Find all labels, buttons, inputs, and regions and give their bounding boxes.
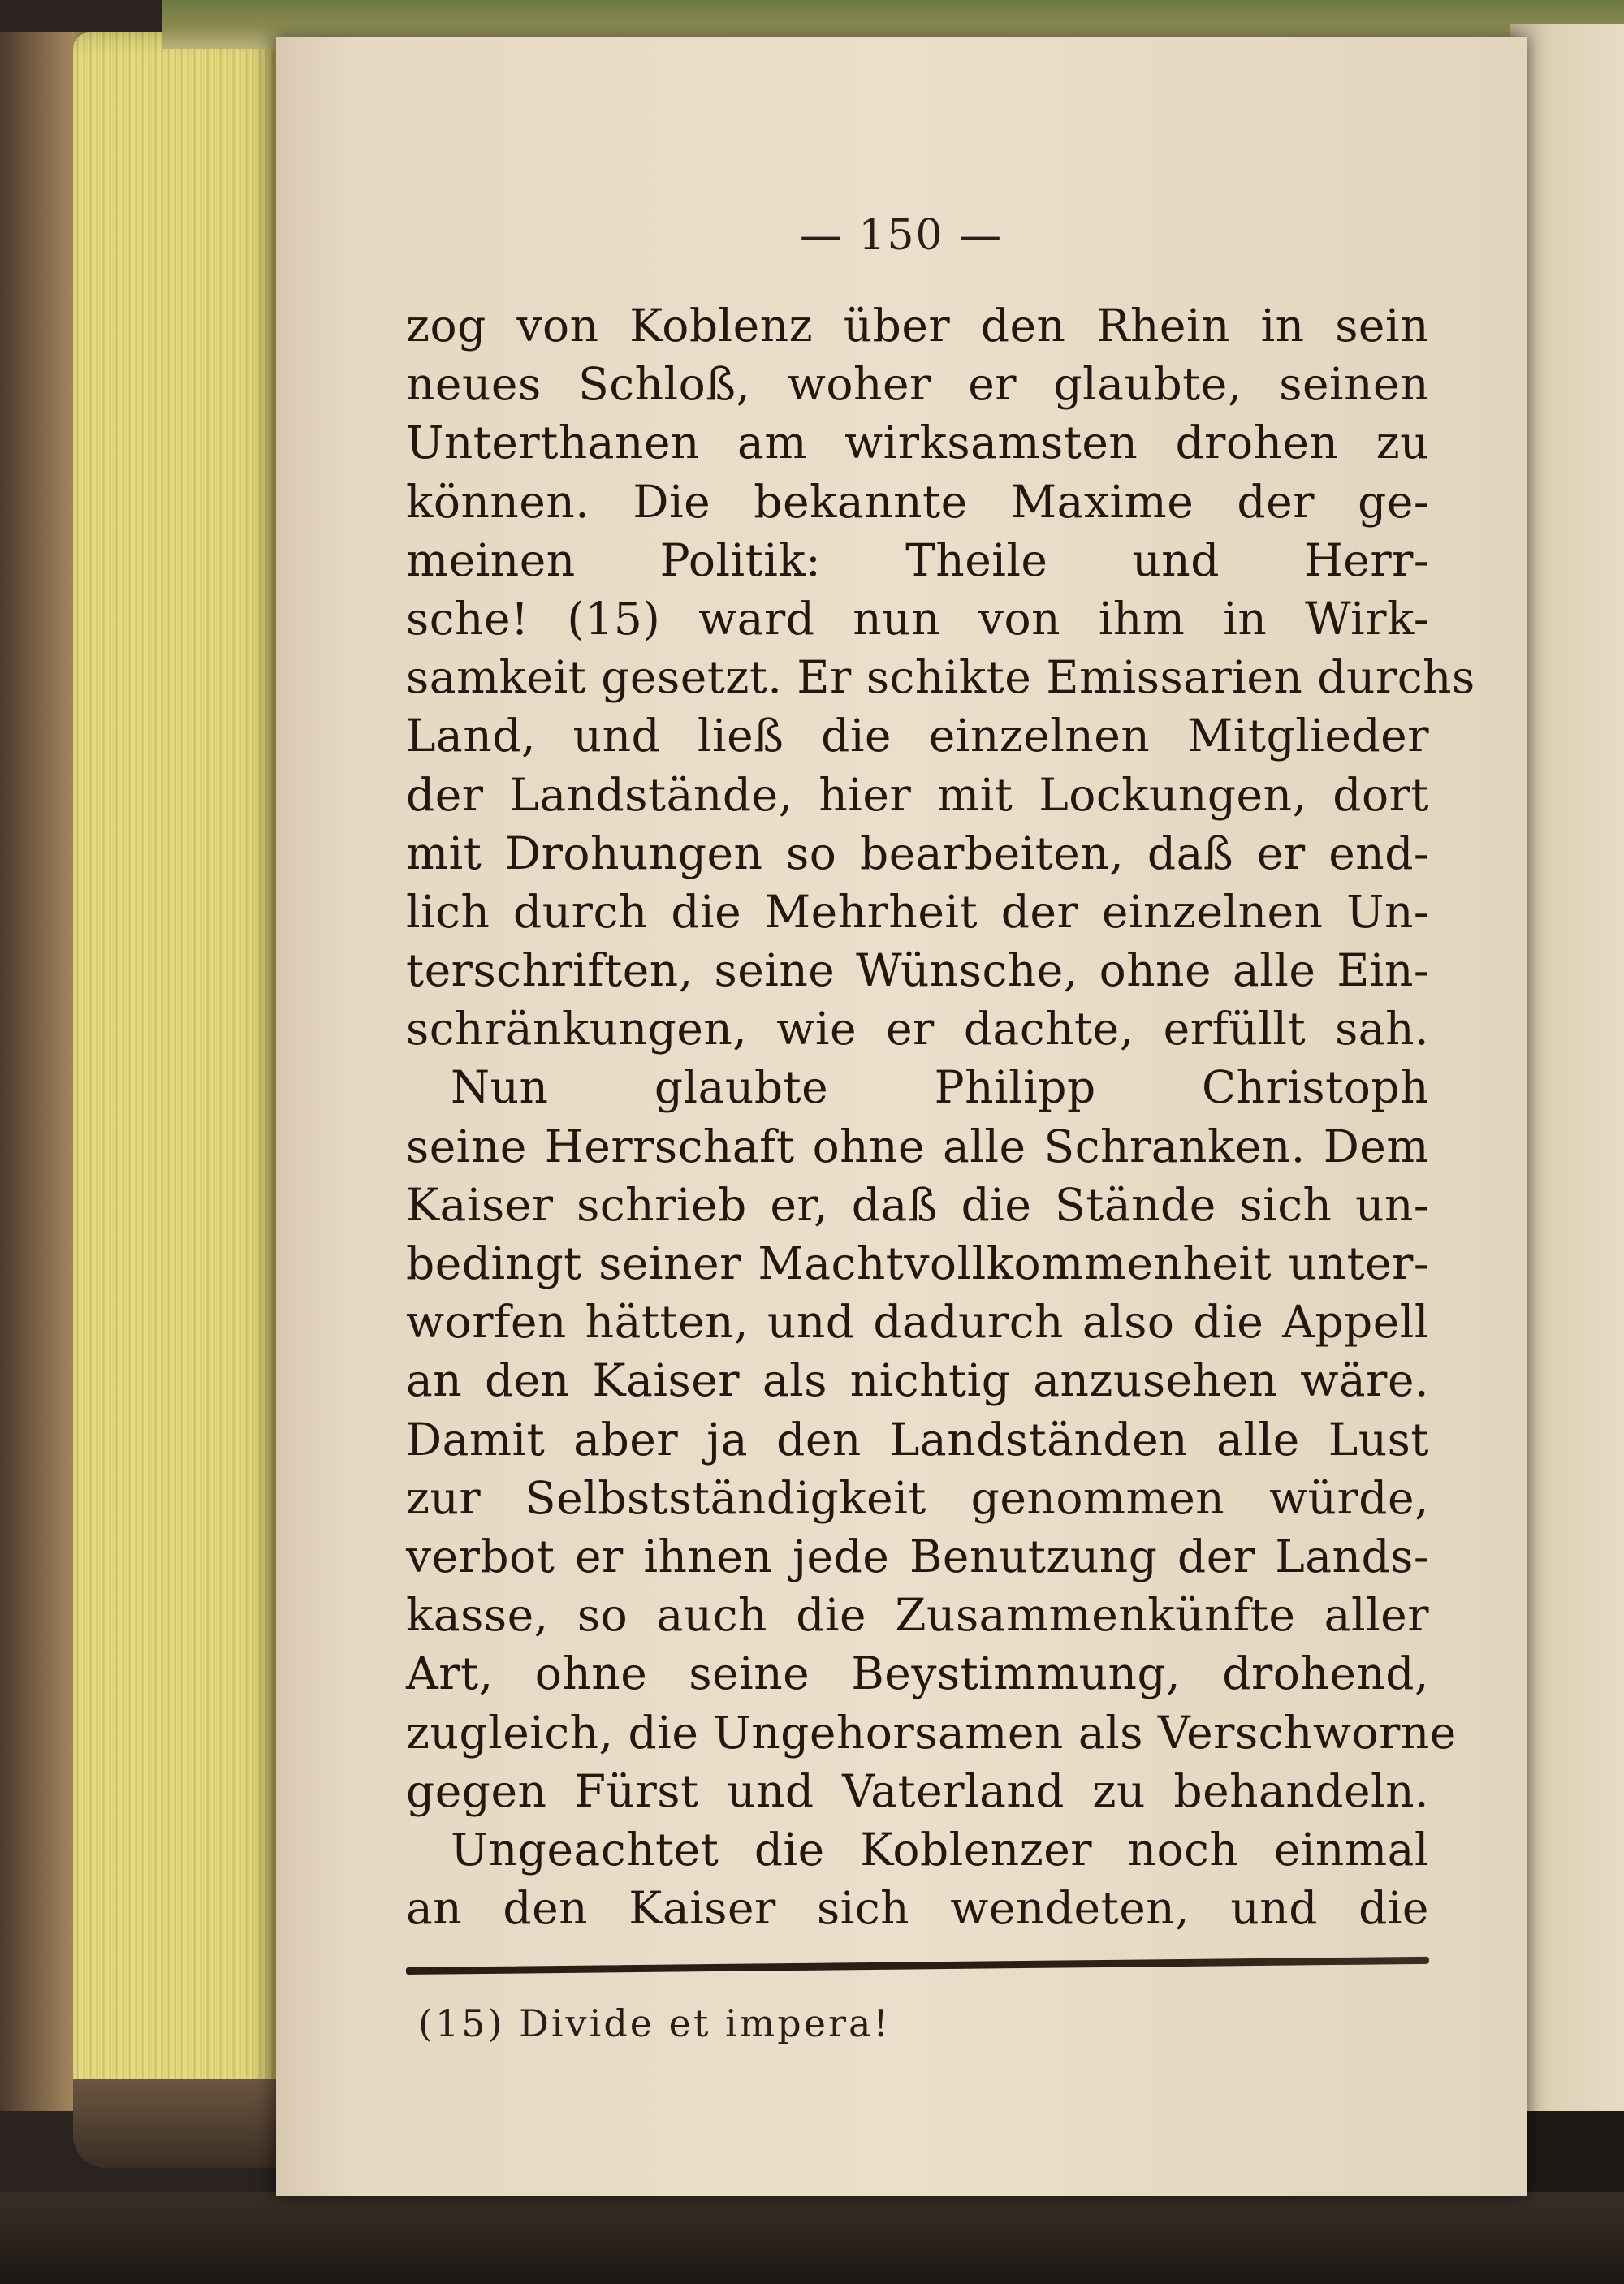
text-line: neues Schloß, woher er glaubte, seinen [406, 358, 1429, 411]
text-line: zur Selbstständigkeit genommen würde, [406, 1471, 1429, 1524]
text-line: samkeit gesetzt. Er schikte Emissarien durchs [406, 651, 1475, 704]
text-line: an den Kaiser als nichtig anzusehen wäre. [406, 1354, 1429, 1407]
body-text [406, 296, 1475, 1937]
text-line: seine Herrschaft ohne alle Schranken. Dem [406, 1120, 1429, 1172]
text-line: zog von Koblenz über den Rhein in sein [406, 300, 1429, 352]
text-line: sche! (15) ward nun von ihm in Wirk- [406, 592, 1429, 645]
text-line: Land, und ließ die einzelnen Mitglieder [406, 710, 1429, 762]
text-line: Damit aber ja den Landständen alle Lust [406, 1413, 1429, 1466]
facing-page-edge [1510, 24, 1624, 2152]
text-line: zugleich, die Ungehorsamen als Verschworne [406, 1706, 1457, 1759]
text-line: mit Drohungen so bearbeiten, daß er end- [406, 827, 1429, 879]
page-number: — 150 — [799, 211, 1004, 260]
text-line: terschriften, seine Wünsche, ohne alle Ein- [406, 944, 1429, 997]
text-line: bedingt seiner Machtvollkommenheit unter- [406, 1237, 1429, 1289]
text-line: lich durch die Mehrheit der einzelnen Un- [406, 885, 1429, 938]
text-line: worfen hätten, und dadurch also die Appell [406, 1296, 1429, 1349]
text-line: Ungeachtet die Koblenzer noch einmal [451, 1823, 1429, 1876]
page-edges-stack [73, 32, 284, 2152]
text-line: an den Kaiser sich wendeten, und die [406, 1882, 1429, 1935]
text-line: können. Die bekannte Maxime der ge- [406, 475, 1429, 528]
text-line: gegen Fürst und Vaterland zu behandeln. [406, 1764, 1429, 1817]
text-line: Art, ohne seine Beystimmung, drohend, [406, 1647, 1429, 1700]
footnote: (15) Divide et impera! [418, 2001, 891, 2045]
text-line: der Landstände, hier mit Lockungen, dort [406, 768, 1429, 821]
footnote-divider [406, 1957, 1429, 1975]
text-line: verbot er ihnen jede Benutzung der Lands- [406, 1530, 1429, 1582]
text-line: meinen Politik: Theile und Herr- [406, 533, 1429, 586]
table-shadow [0, 2192, 1624, 2284]
text-line: kasse, so auch die Zusammenkünfte aller [406, 1589, 1429, 1642]
text-line: schränkungen, wie er dachte, erfüllt sah. [406, 1003, 1429, 1056]
text-line: Nun glaubte Philipp Christoph [451, 1061, 1429, 1114]
book-page [276, 37, 1527, 2196]
book-corner-bottom [73, 2079, 300, 2168]
text-line: Kaiser schrieb er, daß die Stände sich un- [406, 1178, 1429, 1231]
text-line: Unterthanen am wirksamsten drohen zu [406, 417, 1429, 469]
